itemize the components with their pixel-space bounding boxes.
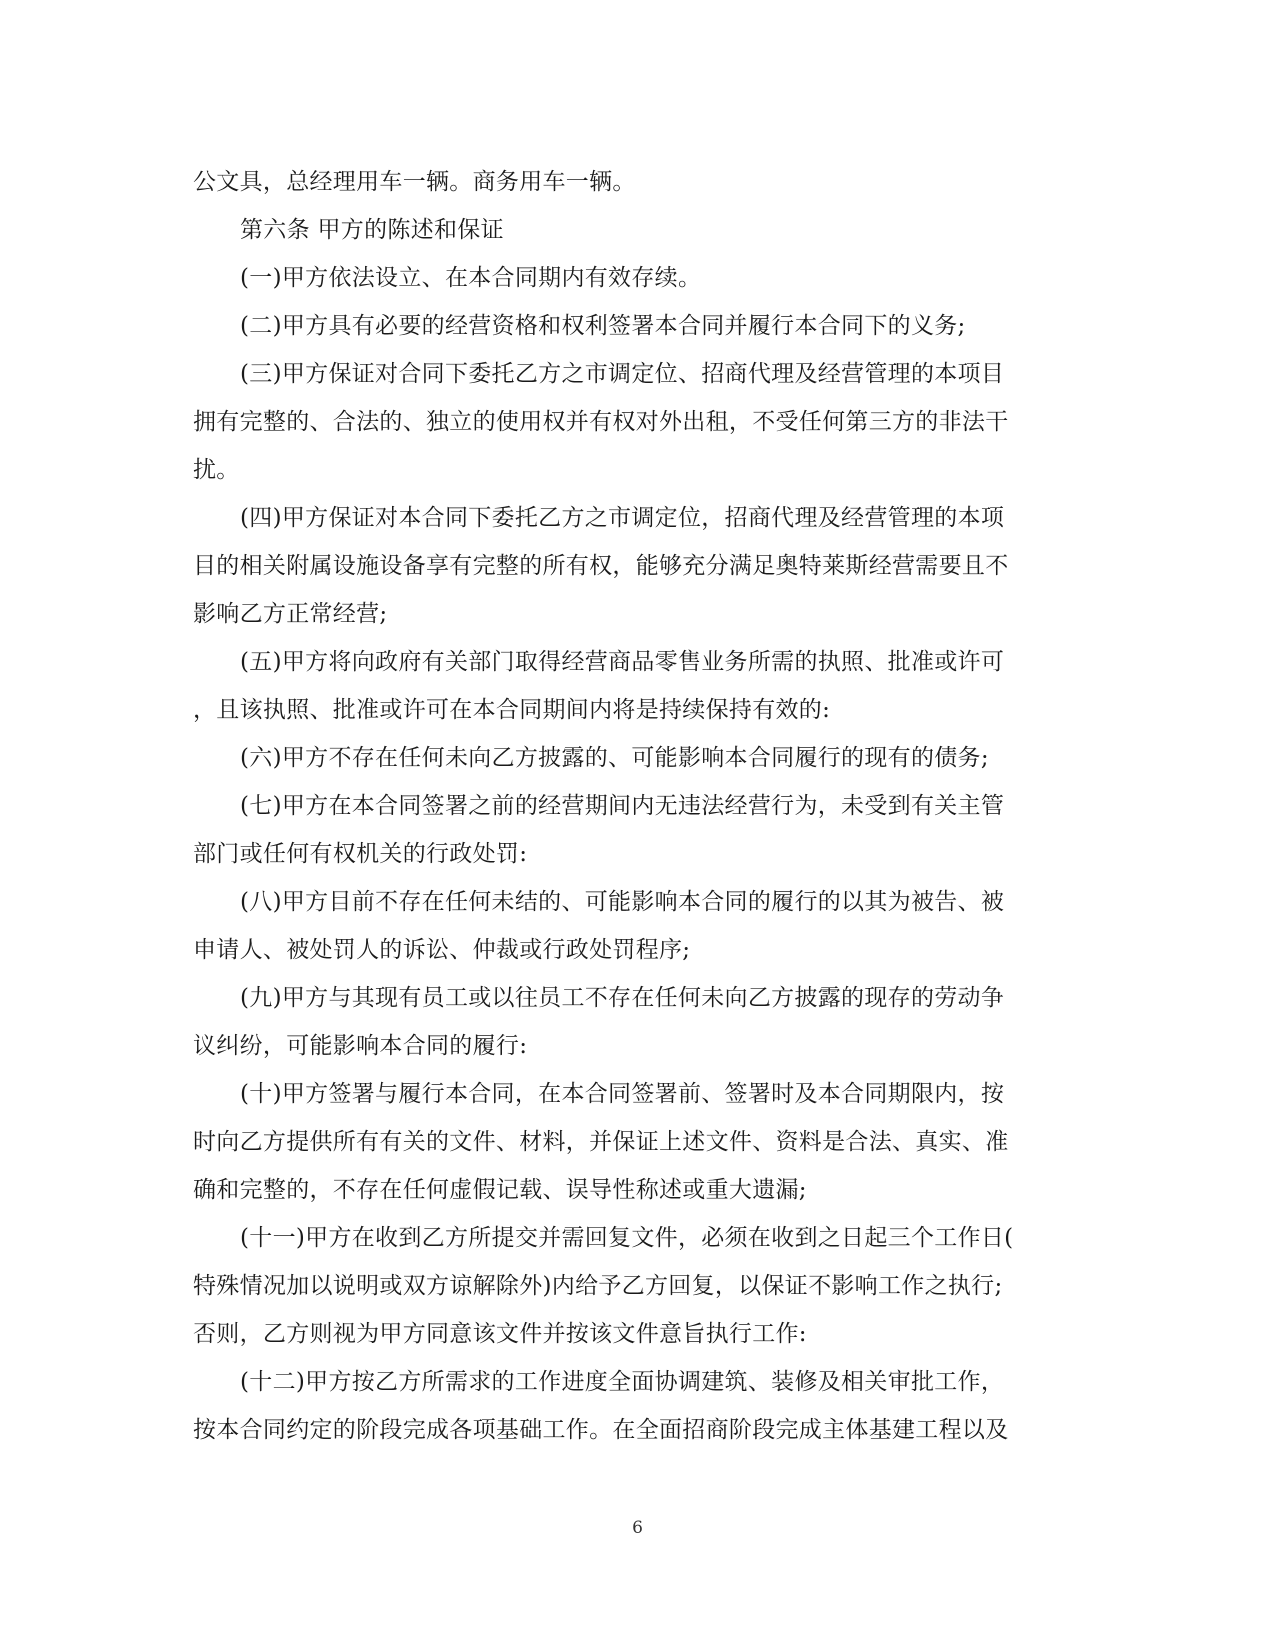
text-line: 按本合同约定的阶段完成各项基础工作。在全面招商阶段完成主体基建工程以及: [193, 1417, 1009, 1443]
text-line: (五)甲方将向政府有关部门取得经营商品零售业务所需的执照、批准或许可: [240, 649, 1005, 675]
text-line: 目的相关附属设施设备享有完整的所有权，能够充分满足奥特莱斯经营需要且不: [193, 553, 1009, 579]
text-line: (八)甲方目前不存在任何未结的、可能影响本合同的履行的以其为被告、被: [240, 889, 1005, 915]
text-line: 特殊情况加以说明或双方谅解除外)内给予乙方回复，以保证不影响工作之执行;: [193, 1273, 1003, 1299]
text-line: (四)甲方保证对本合同下委托乙方之市调定位，招商代理及经营管理的本项: [240, 505, 1005, 531]
text-line: 申请人、被处罚人的诉讼、仲裁或行政处罚程序;: [193, 937, 691, 963]
text-line: 议纠纷，可能影响本合同的履行:: [193, 1033, 528, 1059]
text-line: (二)甲方具有必要的经营资格和权利签署本合同并履行本合同下的义务;: [240, 313, 966, 339]
text-line: 影响乙方正常经营;: [193, 601, 388, 627]
text-line: 扰。: [193, 457, 240, 483]
text-line: 否则，乙方则视为甲方同意该文件并按该文件意旨执行工作:: [193, 1321, 807, 1347]
text-line: 确和完整的，不存在任何虚假记载、误导性称述或重大遗漏;: [193, 1177, 807, 1203]
section-heading: 第六条 甲方的陈述和保证: [240, 217, 504, 243]
text-line: (三)甲方保证对合同下委托乙方之市调定位、招商代理及经营管理的本项目: [240, 361, 1005, 387]
text-line: 部门或任何有权机关的行政处罚:: [193, 841, 528, 867]
text-line: (九)甲方与其现有员工或以往员工不存在任何未向乙方披露的现存的劳动争: [240, 985, 1005, 1011]
text-line: 公文具，总经理用车一辆。商务用车一辆。: [193, 169, 636, 195]
text-line: ，且该执照、批准或许可在本合同期间内将是持续保持有效的:: [193, 697, 831, 723]
text-line: (十一)甲方在收到乙方所提交并需回复文件，必须在收到之日起三个工作日(: [240, 1225, 1014, 1251]
text-line: 拥有完整的、合法的、独立的使用权并有权对外出租，不受任何第三方的非法干: [193, 409, 1009, 435]
text-line: (七)甲方在本合同签署之前的经营期间内无违法经营行为，未受到有关主管: [240, 793, 1005, 819]
document-body: [193, 158, 1073, 1454]
text-line: (六)甲方不存在任何未向乙方披露的、可能影响本合同履行的现有的债务;: [240, 745, 989, 771]
text-line: 时向乙方提供所有有关的文件、材料，并保证上述文件、资料是合法、真实、准: [193, 1129, 1009, 1155]
text-line: (一)甲方依法设立、在本合同期内有效存续。: [240, 265, 702, 291]
page-number: 6: [632, 1518, 643, 1538]
text-line: (十二)甲方按乙方所需求的工作进度全面协调建筑、装修及相关审批工作，: [240, 1369, 1005, 1395]
text-line: (十)甲方签署与履行本合同，在本合同签署前、签署时及本合同期限内，按: [240, 1081, 1005, 1107]
